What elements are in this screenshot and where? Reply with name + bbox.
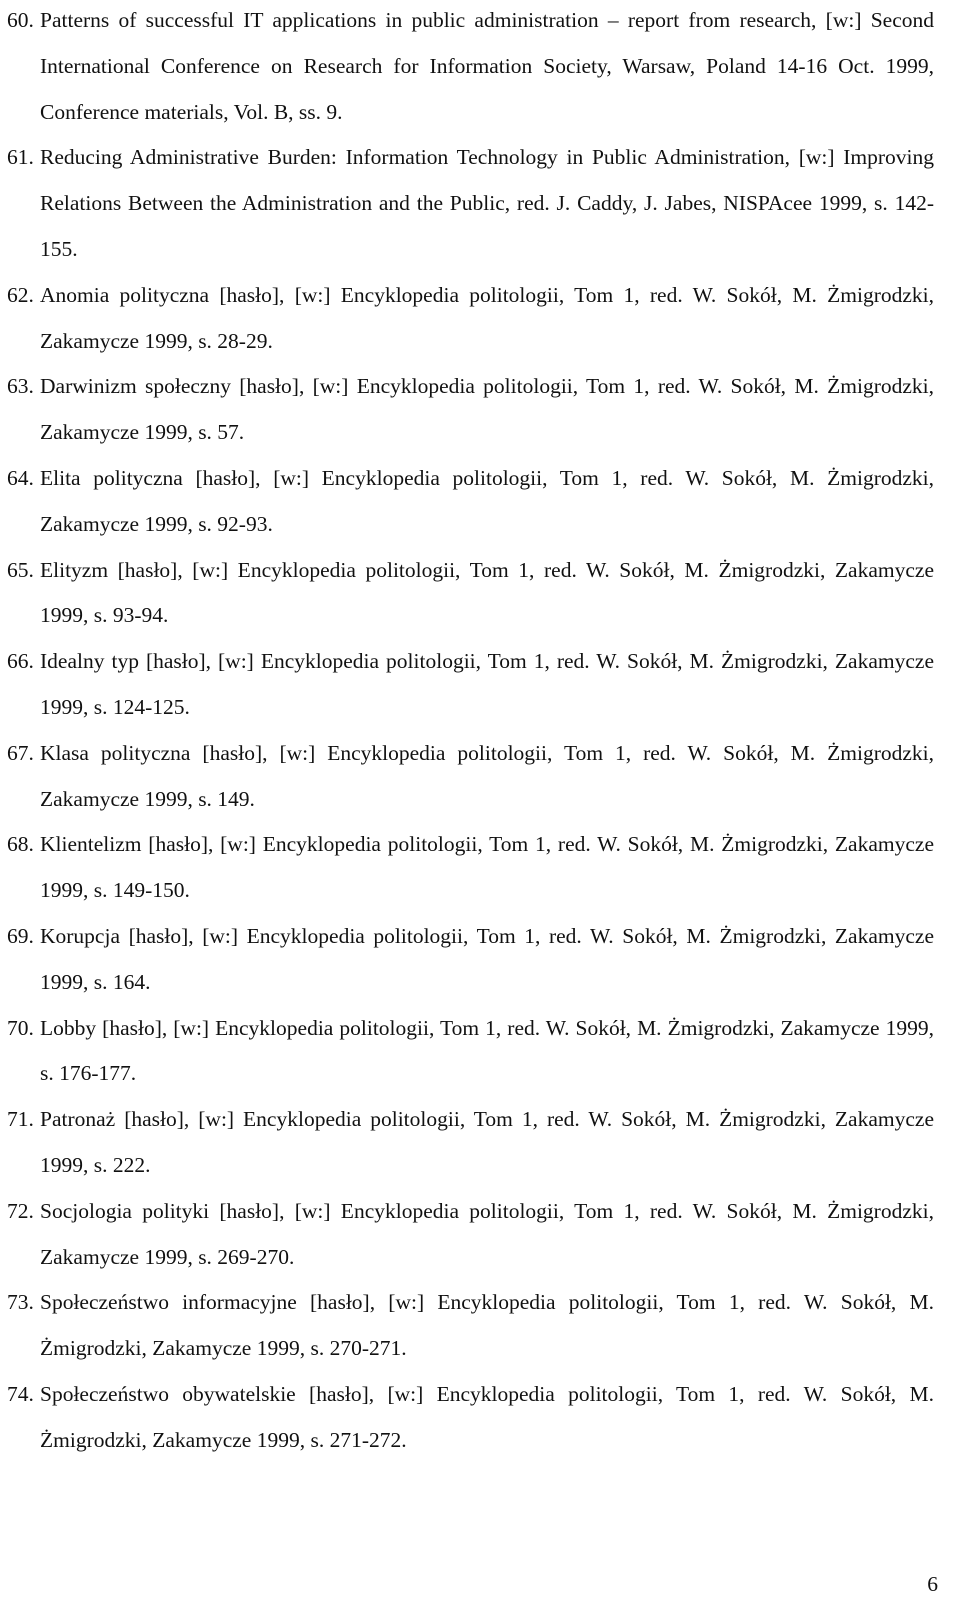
reference-number: 60. <box>7 8 34 32</box>
reference-item <box>7 731 934 823</box>
reference-item <box>7 1097 934 1189</box>
reference-text: Elityzm [hasło], [w:] Encyklopedia politologii, Tom 1, red. W. Sokół, M. Żmigrodzki, Zakamycze 1999, s. 93-94. <box>40 557 934 628</box>
reference-item <box>7 1280 934 1372</box>
reference-text: Klasa polityczna [hasło], [w:] Encyklopedia politologii, Tom 1, red. W. Sokół, M. Żmigrodzki, Zakamycze 1999, s. 149. <box>40 740 934 811</box>
reference-number: 70. <box>7 1015 34 1040</box>
reference-number: 73. <box>7 1290 34 1315</box>
reference-number: 67. <box>7 740 34 765</box>
reference-item <box>7 639 934 731</box>
reference-text: Korupcja [hasło], [w:] Encyklopedia politologii, Tom 1, red. W. Sokół, M. Żmigrodzki, Zakamycze 1999, s. 164. <box>40 923 934 994</box>
reference-text: Społeczeństwo obywatelskie [hasło], [w:] Encyklopedia politologii, Tom 1, red. W. Sokół, M. Żmigrodzki, Zakamycze 1999, s. 271-272. <box>40 1381 934 1452</box>
reference-item <box>7 364 934 456</box>
reference-number: 66. <box>7 649 34 674</box>
reference-item <box>7 1006 934 1098</box>
reference-item <box>7 548 934 640</box>
reference-number: 62. <box>7 282 34 307</box>
reference-text: Lobby [hasło], [w:] Encyklopedia politologii, Tom 1, red. W. Sokół, M. Żmigrodzki, Zakamycze 1999, s. 176-177. <box>40 1015 934 1086</box>
reference-text: Idealny typ [hasło], [w:] Encyklopedia politologii, Tom 1, red. W. Sokół, M. Żmigrodzki, Zakamycze 1999, s. 124-125. <box>40 649 934 719</box>
reference-text: Patronaż [hasło], [w:] Encyklopedia politologii, Tom 1, red. W. Sokół, M. Żmigrodzki, Zakamycze 1999, s. 222. <box>40 1107 934 1177</box>
reference-number: 68. <box>7 832 34 857</box>
reference-item <box>7 914 934 1006</box>
reference-item <box>7 1372 934 1464</box>
reference-item <box>7 273 934 365</box>
reference-item <box>7 456 934 548</box>
reference-number: 65. <box>7 557 34 582</box>
reference-item <box>7 135 934 272</box>
reference-text: Klientelizm [hasło], [w:] Encyklopedia politologii, Tom 1, red. W. Sokół, M. Żmigrodzki, Zakamycze 1999, s. 149-150. <box>40 832 934 903</box>
reference-number: 61. <box>7 145 34 170</box>
reference-number: 72. <box>7 1198 34 1223</box>
reference-item <box>7 1189 934 1281</box>
reference-text: Socjologia polityki [hasło], [w:] Encyklopedia politologii, Tom 1, red. W. Sokół, M. Żmigrodzki, Zakamycze 1999, s. 269-270. <box>40 1198 934 1269</box>
reference-text: Darwinizm społeczny [hasło], [w:] Encyklopedia politologii, Tom 1, red. W. Sokół, M. Żmigrodzki, Zakamycze 1999, s. 57. <box>40 374 934 445</box>
reference-list <box>7 0 934 1464</box>
reference-number: 71. <box>7 1107 34 1132</box>
page-number: 6 <box>927 1572 938 1596</box>
reference-text: Elita polityczna [hasło], [w:] Encyklopedia politologii, Tom 1, red. W. Sokół, M. Żmigrodzki, Zakamycze 1999, s. 92-93. <box>40 465 934 536</box>
reference-item <box>7 0 934 135</box>
reference-item <box>7 822 934 914</box>
reference-number: 63. <box>7 374 34 399</box>
reference-text: Patterns of successful IT applications in public administration – report from research, [w:] Second International Conference on Research for Information Society, Warsaw, Poland 14-16 Oct. 1999, Conference materials, Vol. B, ss. 9. <box>40 8 934 124</box>
reference-text: Społeczeństwo informacyjne [hasło], [w:] Encyklopedia politologii, Tom 1, red. W. Sokół, M. Żmigrodzki, Zakamycze 1999, s. 270-271. <box>40 1290 934 1361</box>
reference-text: Anomia polityczna [hasło], [w:] Encyklopedia politologii, Tom 1, red. W. Sokół, M. Żmigrodzki, Zakamycze 1999, s. 28-29. <box>40 282 934 353</box>
reference-text: Reducing Administrative Burden: Information Technology in Public Administration, [w:] Improving Relations Between the Administration and the Public, red. J. Caddy, J. Jabes, NISPAcee 1999, s. 142-155. <box>40 145 934 261</box>
reference-number: 74. <box>7 1381 34 1406</box>
reference-number: 64. <box>7 465 34 490</box>
reference-number: 69. <box>7 923 34 948</box>
